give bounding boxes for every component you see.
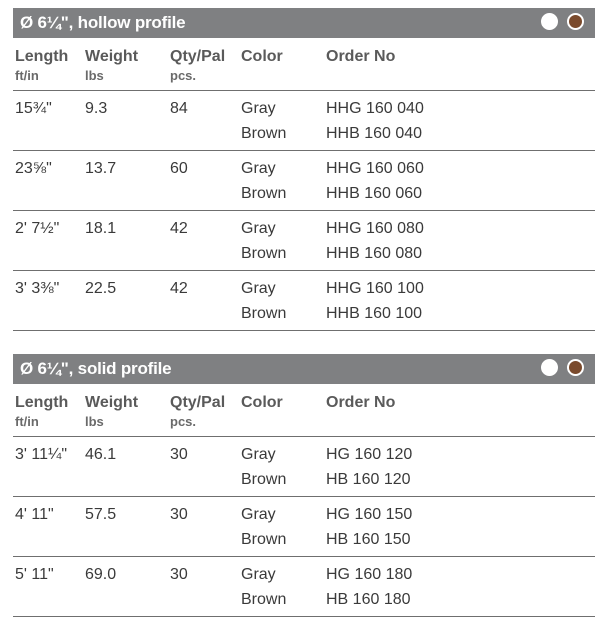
color-brown-cell: Brown [241,245,287,262]
length-cell: 4' 11" [15,506,54,523]
header-length: Length [15,48,69,65]
order-no-brown-cell: HHB 160 040 [326,125,423,142]
header-qty: Qty/Pal [170,394,226,411]
length-cell: 5' 11" [15,566,54,583]
header-color: Color [241,394,283,411]
length-cell: 15¾" [15,100,52,117]
header-qty: Qty/Pal [170,48,226,65]
qty-cell: 42 [170,220,188,237]
color-brown-cell: Brown [241,531,287,548]
hollow-profile-section [13,8,595,331]
header-weight: Weight [85,394,139,411]
gray-color-swatch [541,13,558,30]
qty-cell: 30 [170,506,188,523]
gray-color-swatch [541,359,558,376]
length-cell: 3' 11¼" [15,446,68,463]
table-row [13,497,595,557]
section-title-bar [13,8,595,38]
table-row [13,91,595,151]
length-cell: 3' 3⅜" [15,280,60,297]
header-length-unit: ft/in [15,414,39,429]
header-order-no: Order No [326,394,396,411]
color-gray-cell: Gray [241,100,276,117]
weight-cell: 13.7 [85,160,117,177]
header-weight-unit: lbs [85,68,104,83]
weight-cell: 22.5 [85,280,117,297]
length-cell: 2' 7½" [15,220,60,237]
table-row [13,437,595,497]
order-no-gray-cell: HHG 160 040 [326,100,424,117]
color-gray-cell: Gray [241,160,276,177]
order-no-brown-cell: HHB 160 080 [326,245,423,262]
color-gray-cell: Gray [241,220,276,237]
qty-cell: 84 [170,100,188,117]
weight-cell: 9.3 [85,100,108,117]
qty-cell: 42 [170,280,188,297]
order-no-gray-cell: HG 160 180 [326,566,413,583]
color-gray-cell: Gray [241,280,276,297]
weight-cell: 57.5 [85,506,117,523]
header-weight-unit: lbs [85,414,104,429]
length-cell: 23⅝" [15,160,52,177]
color-gray-cell: Gray [241,506,276,523]
color-brown-cell: Brown [241,305,287,322]
header-length-unit: ft/in [15,68,39,83]
table-row [13,151,595,211]
color-brown-cell: Brown [241,471,287,488]
order-no-gray-cell: HG 160 150 [326,506,413,523]
brown-color-swatch [567,13,584,30]
color-brown-cell: Brown [241,185,287,202]
weight-cell: 18.1 [85,220,117,237]
table-row [13,557,595,617]
order-no-gray-cell: HHG 160 060 [326,160,424,177]
brown-color-swatch [567,359,584,376]
section-title: Ø 6¼", solid profile [20,359,172,378]
color-brown-cell: Brown [241,125,287,142]
order-no-brown-cell: HB 160 150 [326,531,411,548]
qty-cell: 60 [170,160,188,177]
section-title-bar [13,354,595,384]
header-qty-unit: pcs. [170,68,197,83]
column-headers [13,384,595,437]
order-no-brown-cell: HB 160 120 [326,471,411,488]
qty-cell: 30 [170,446,188,463]
color-brown-cell: Brown [241,591,287,608]
order-no-gray-cell: HHG 160 100 [326,280,424,297]
order-no-brown-cell: HHB 160 100 [326,305,423,322]
header-color: Color [241,48,283,65]
color-gray-cell: Gray [241,566,276,583]
section-title: Ø 6¼", hollow profile [20,13,186,32]
order-no-brown-cell: HHB 160 060 [326,185,423,202]
table-row [13,211,595,271]
column-headers [13,38,595,91]
order-no-gray-cell: HHG 160 080 [326,220,424,237]
solid-profile-section [13,354,595,617]
weight-cell: 46.1 [85,446,117,463]
header-qty-unit: pcs. [170,414,197,429]
order-no-brown-cell: HB 160 180 [326,591,411,608]
order-no-gray-cell: HG 160 120 [326,446,413,463]
header-order-no: Order No [326,48,396,65]
qty-cell: 30 [170,566,188,583]
color-gray-cell: Gray [241,446,276,463]
header-weight: Weight [85,48,139,65]
weight-cell: 69.0 [85,566,117,583]
header-length: Length [15,394,69,411]
table-row [13,271,595,331]
